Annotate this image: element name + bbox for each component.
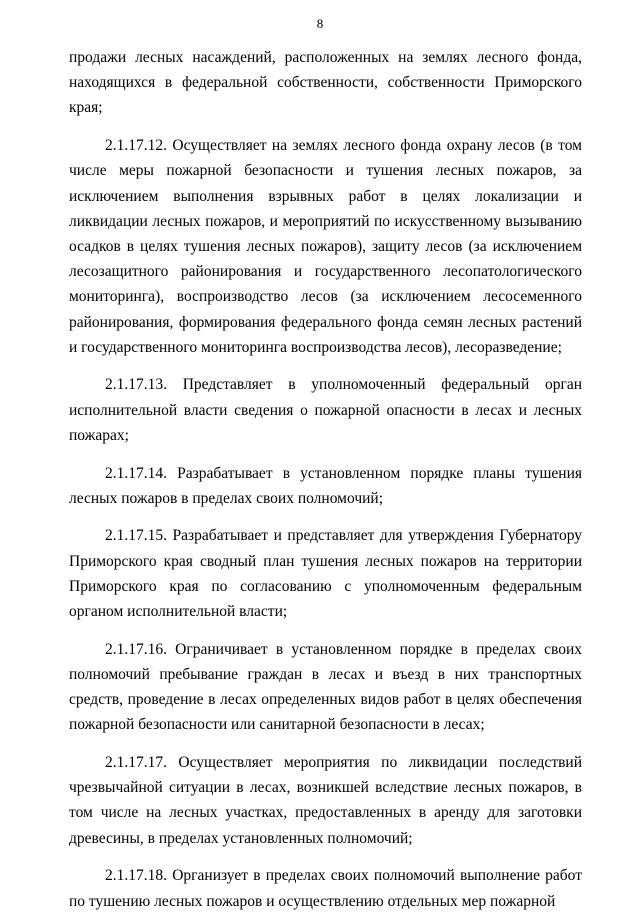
paragraph-2-1-17-15: 2.1.17.15. Разрабатывает и представляет для утверждения Губернатору Приморского края сводный план тушения лесных пожаров на территории Приморского края по согласованию с уполномоченным федеральным органом исполнительной власти; [69,527,582,621]
page-number: 8 [316,16,324,31]
paragraph-2-1-17-17: 2.1.17.17. Осуществляет мероприятия по ликвидации последствий чрезвычайной ситуации в лесах, возникшей вследствие лесных пожаров, в том числе на лесных участках, предоставленных в аренду для заготовки древесины, в пределах установленных полномочий; [69,754,582,847]
document-body [69,45,582,914]
paragraph-2-1-17-16: 2.1.17.16. Ограничивает в установленном порядке в пределах своих полномочий пребывание граждан в лесах и въезд в них транспортных средств, проведение в лесах определенных видов работ в целях обеспечения пожарной безопасности или санитарной безопасности в лесах; [69,640,582,734]
paragraph-2-1-17-14: 2.1.17.14. Разрабатывает в установленном порядке планы тушения лесных пожаров в пределах своих полномочий; [69,464,582,507]
paragraph-2-1-17-12: 2.1.17.12. Осуществляет на землях лесного фонда охрану лесов (в том числе меры пожарной безопасности и тушения лесных пожаров, за исключением выполнения взрывных работ в целях локализации и ликвидации лесных пожаров, и мероприятий по искусственному вызыванию осадков в целях тушения лесных пожаров), защиту лесов (за исключением лесозащитного районирования и государственного лесопатологического мониторинга), воспроизводство лесов (за исключением лесосеменного районирования, формирования федерального фонда семян лесных растений и государственного мониторинга воспроизводства лесов), лесоразведение; [69,137,582,356]
paragraph-continuation: продажи лесных насаждений, расположенных на землях лесного фонда, находящихся в федеральной собственности, собственности Приморского края; [69,49,582,117]
paragraph-2-1-17-18: 2.1.17.18. Организует в пределах своих полномочий выполнение работ по тушению лесных пожаров и осуществлению отдельных мер пожарной [69,867,582,910]
paragraph-2-1-17-13: 2.1.17.13. Представляет в уполномоченный федеральный орган исполнительной власти сведения о пожарной опасности в лесах и лесных пожарах; [69,376,582,444]
